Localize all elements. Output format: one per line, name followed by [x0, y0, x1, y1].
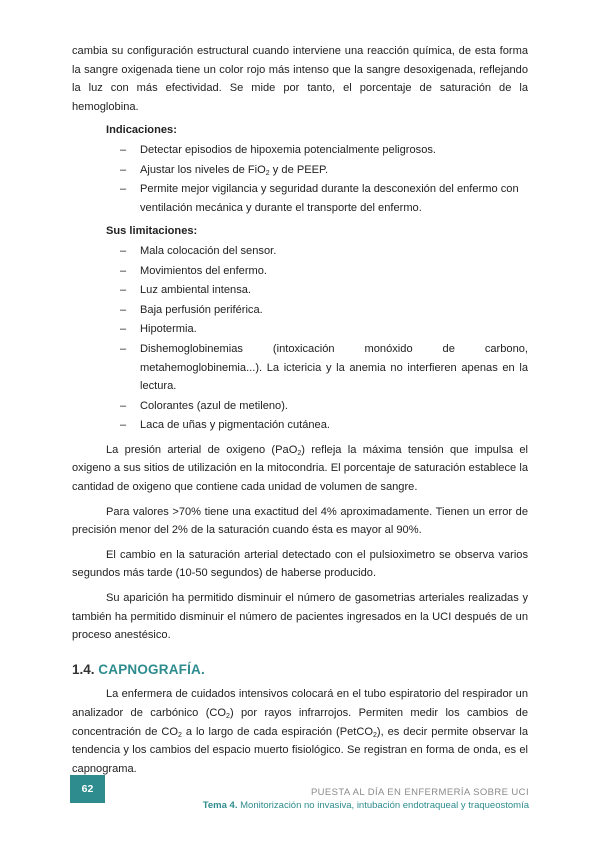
- footer-chapter: [203, 800, 529, 811]
- item-text: y de PEEP.: [269, 163, 329, 176]
- list-item: [140, 161, 528, 180]
- section-heading: [72, 661, 528, 680]
- text: ) por rayos infrarrojos. Permiten medir los cambios de concentración de CO: [72, 707, 528, 738]
- limitaciones-list: [72, 242, 528, 435]
- text: ), es decir permite observar la tendencia y los cambios del espacio muerto fisiológico. Se registran en forma de onda, es el capnograma.: [72, 725, 528, 775]
- paragraph-capnografia: [72, 685, 528, 778]
- text: ) refleja la máxima tensión que impulsa el oxigeno a sus sitios de utilización en la mitocondria. El porcentaje de saturación establece la cantidad de oxigeno que contiene cada unidad de volumen de sangre.: [72, 443, 528, 494]
- list-item: – Movimientos del enfermo.: [140, 262, 528, 281]
- indicaciones-heading: Indicaciones:: [106, 124, 177, 137]
- subscript: 2: [265, 169, 270, 177]
- paragraph-pao2: [72, 441, 528, 497]
- page-number: 62: [81, 783, 94, 795]
- section-number: 1.4.: [72, 661, 95, 677]
- footer-tema-label: Tema 4.: [202, 800, 238, 811]
- list-item: – Detectar episodios de hipoxemia potencialmente peligrosos.: [140, 141, 528, 160]
- text: a lo largo de cada espiración (PetCO: [181, 725, 373, 738]
- footer-book-title: PUESTA AL DÍA EN ENFERMERÍA SOBRE UCI: [310, 787, 529, 798]
- list-item: – Luz ambiental intensa.: [140, 281, 528, 300]
- subscript: 2: [226, 713, 230, 720]
- list-item: – Laca de uñas y pigmentación cutánea.: [140, 416, 528, 435]
- section-title: CAPNOGRAFÍA.: [98, 661, 205, 677]
- paragraph-aparicion: Su aparición ha permitido disminuir el número de gasometrias arteriales realizadas y también ha permitido disminuir el número de pacientes ingresados en la UCI después de un proceso anestésico.: [72, 592, 528, 642]
- footer-tema-text: Monitorización no invasiva, intubación endotraqueal y traqueostomía: [237, 800, 529, 811]
- text: La presión arterial de oxigeno (PaO: [106, 443, 298, 456]
- limitaciones-heading: Sus limitaciones:: [106, 225, 198, 238]
- list-item: – Baja perfusión periférica.: [140, 301, 528, 320]
- subscript: 2: [297, 449, 302, 457]
- item-text: Ajustar los niveles de FiO: [140, 163, 266, 176]
- intro-paragraph: cambia su configuración estructural cuando interviene una reacción química, de esta forma la sangre oxigenada tiene un color rojo más intenso que la sangre desoxigenada, reflejando la luz con más efectividad. Se mide por tanto, el porcentaje de saturación de la hemoglobina.: [72, 45, 528, 113]
- list-item: – Mala colocación del sensor.: [140, 242, 528, 261]
- list-item: – Colorantes (azul de metileno).: [140, 397, 528, 416]
- list-item: – Hipotermia.: [140, 320, 528, 339]
- list-item: – Dishemoglobinemias (intoxicación monóxido de carbono, metahemoglobinemia...). La ictericia y la anemia no interfieren apenas en la lectura.: [140, 340, 528, 396]
- paragraph-exactitud: Para valores >70% tiene una exactitud del 4% aproximadamente. Tienen un error de precisión menor del 2% de la saturación cuando ésta es mayor al 90%.: [72, 505, 528, 537]
- subscript: 2: [177, 731, 182, 739]
- text: La enfermera de cuidados intensivos colocará en el tubo espiratorio del respirador un analizador de carbónico (CO: [72, 688, 528, 719]
- indicaciones-list: [72, 141, 528, 217]
- paragraph-cambio: El cambio en la saturación arterial detectado con el pulsioximetro se observa varios segundos más tarde (10-50 segundos) de haberse producido.: [72, 548, 528, 580]
- list-item: – Permite mejor vigilancia y seguridad durante la desconexión del enfermo con ventilación mecánica y durante el transporte del enfermo.: [140, 180, 528, 217]
- subscript: 2: [372, 731, 377, 739]
- page-content: [72, 42, 528, 778]
